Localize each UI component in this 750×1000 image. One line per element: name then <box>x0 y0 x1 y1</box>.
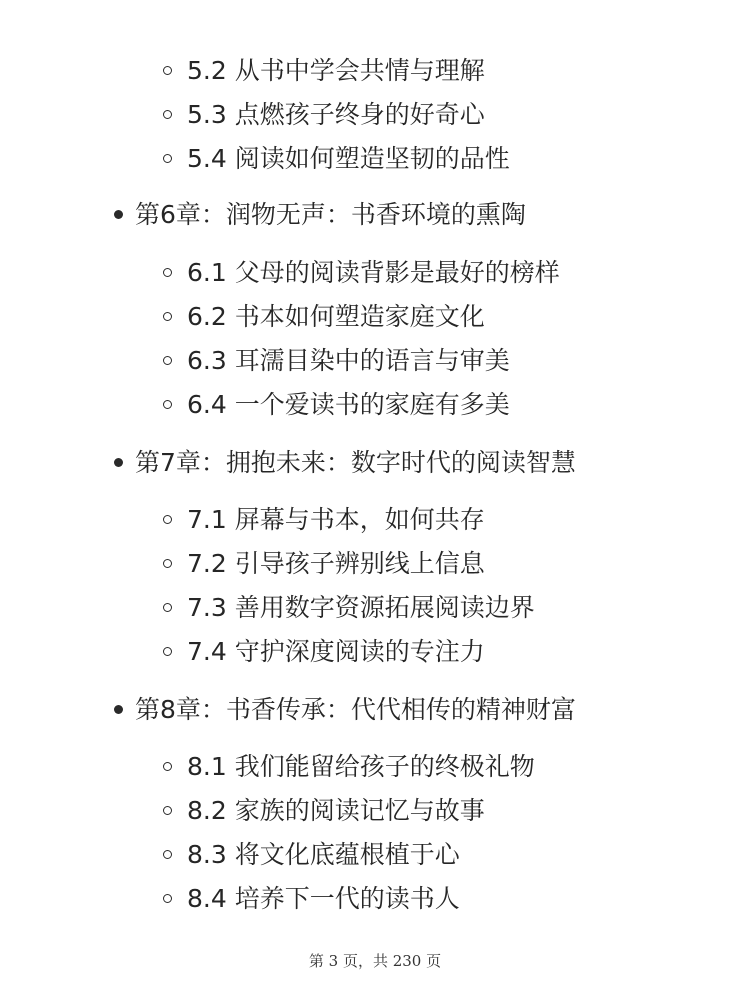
toc-section-8-3[interactable] <box>163 840 460 870</box>
toc-section-label: 5.2 从书中学会共情与理解 <box>187 56 485 85</box>
toc-section-7-3[interactable] <box>163 593 535 623</box>
toc-section-7-1[interactable] <box>163 505 485 535</box>
toc-section-label: 8.1 我们能留给孩子的终极礼物 <box>187 752 535 781</box>
toc-section-6-4[interactable] <box>163 390 510 420</box>
toc-section-label: 7.1 屏幕与书本，如何共存 <box>187 505 485 534</box>
toc-section-label: 8.4 培养下一代的读书人 <box>187 884 460 913</box>
toc-section-label: 7.3 善用数字资源拓展阅读边界 <box>187 593 535 622</box>
toc-chapter-8[interactable] <box>114 695 576 725</box>
disc-bullet-icon <box>114 210 123 219</box>
toc-section-5-2[interactable] <box>163 56 485 86</box>
toc-chapter-6[interactable] <box>114 200 526 230</box>
toc-section-label: 7.4 守护深度阅读的专注力 <box>187 637 485 666</box>
circle-bullet-icon <box>163 110 172 119</box>
toc-section-label: 5.4 阅读如何塑造坚韧的品性 <box>187 144 510 173</box>
circle-bullet-icon <box>163 356 172 365</box>
circle-bullet-icon <box>163 515 172 524</box>
disc-bullet-icon <box>114 705 123 714</box>
circle-bullet-icon <box>163 806 172 815</box>
toc-section-7-2[interactable] <box>163 549 485 579</box>
toc-section-label: 6.2 书本如何塑造家庭文化 <box>187 302 485 331</box>
toc-section-6-3[interactable] <box>163 346 510 376</box>
toc-section-8-2[interactable] <box>163 796 485 826</box>
circle-bullet-icon <box>163 312 172 321</box>
toc-chapter-label: 第7章：拥抱未来：数字时代的阅读智慧 <box>135 448 576 477</box>
toc-section-label: 6.3 耳濡目染中的语言与审美 <box>187 346 510 375</box>
page-number: 第 3 页，共 230 页 <box>308 952 442 970</box>
circle-bullet-icon <box>163 559 172 568</box>
toc-section-7-4[interactable] <box>163 637 485 667</box>
toc-section-label: 8.3 将文化底蕴根植于心 <box>187 840 460 869</box>
toc-section-8-4[interactable] <box>163 884 460 914</box>
circle-bullet-icon <box>163 268 172 277</box>
circle-bullet-icon <box>163 400 172 409</box>
disc-bullet-icon <box>114 458 123 467</box>
toc-section-6-2[interactable] <box>163 302 485 332</box>
circle-bullet-icon <box>163 66 172 75</box>
circle-bullet-icon <box>163 647 172 656</box>
toc-section-label: 6.1 父母的阅读背影是最好的榜样 <box>187 258 560 287</box>
toc-chapter-7[interactable] <box>114 448 576 478</box>
toc-section-label: 5.3 点燃孩子终身的好奇心 <box>187 100 485 129</box>
circle-bullet-icon <box>163 894 172 903</box>
toc-section-label: 8.2 家族的阅读记忆与故事 <box>187 796 485 825</box>
toc-section-6-1[interactable] <box>163 258 560 288</box>
toc-chapter-label: 第6章：润物无声：书香环境的熏陶 <box>135 200 526 229</box>
toc-section-8-1[interactable] <box>163 752 535 782</box>
circle-bullet-icon <box>163 850 172 859</box>
toc-section-label: 6.4 一个爱读书的家庭有多美 <box>187 390 510 419</box>
page-footer <box>0 950 750 971</box>
circle-bullet-icon <box>163 603 172 612</box>
circle-bullet-icon <box>163 154 172 163</box>
toc-chapter-label: 第8章：书香传承：代代相传的精神财富 <box>135 695 576 724</box>
circle-bullet-icon <box>163 762 172 771</box>
toc-section-5-3[interactable] <box>163 100 485 130</box>
toc-section-5-4[interactable] <box>163 144 510 174</box>
toc-section-label: 7.2 引导孩子辨别线上信息 <box>187 549 485 578</box>
